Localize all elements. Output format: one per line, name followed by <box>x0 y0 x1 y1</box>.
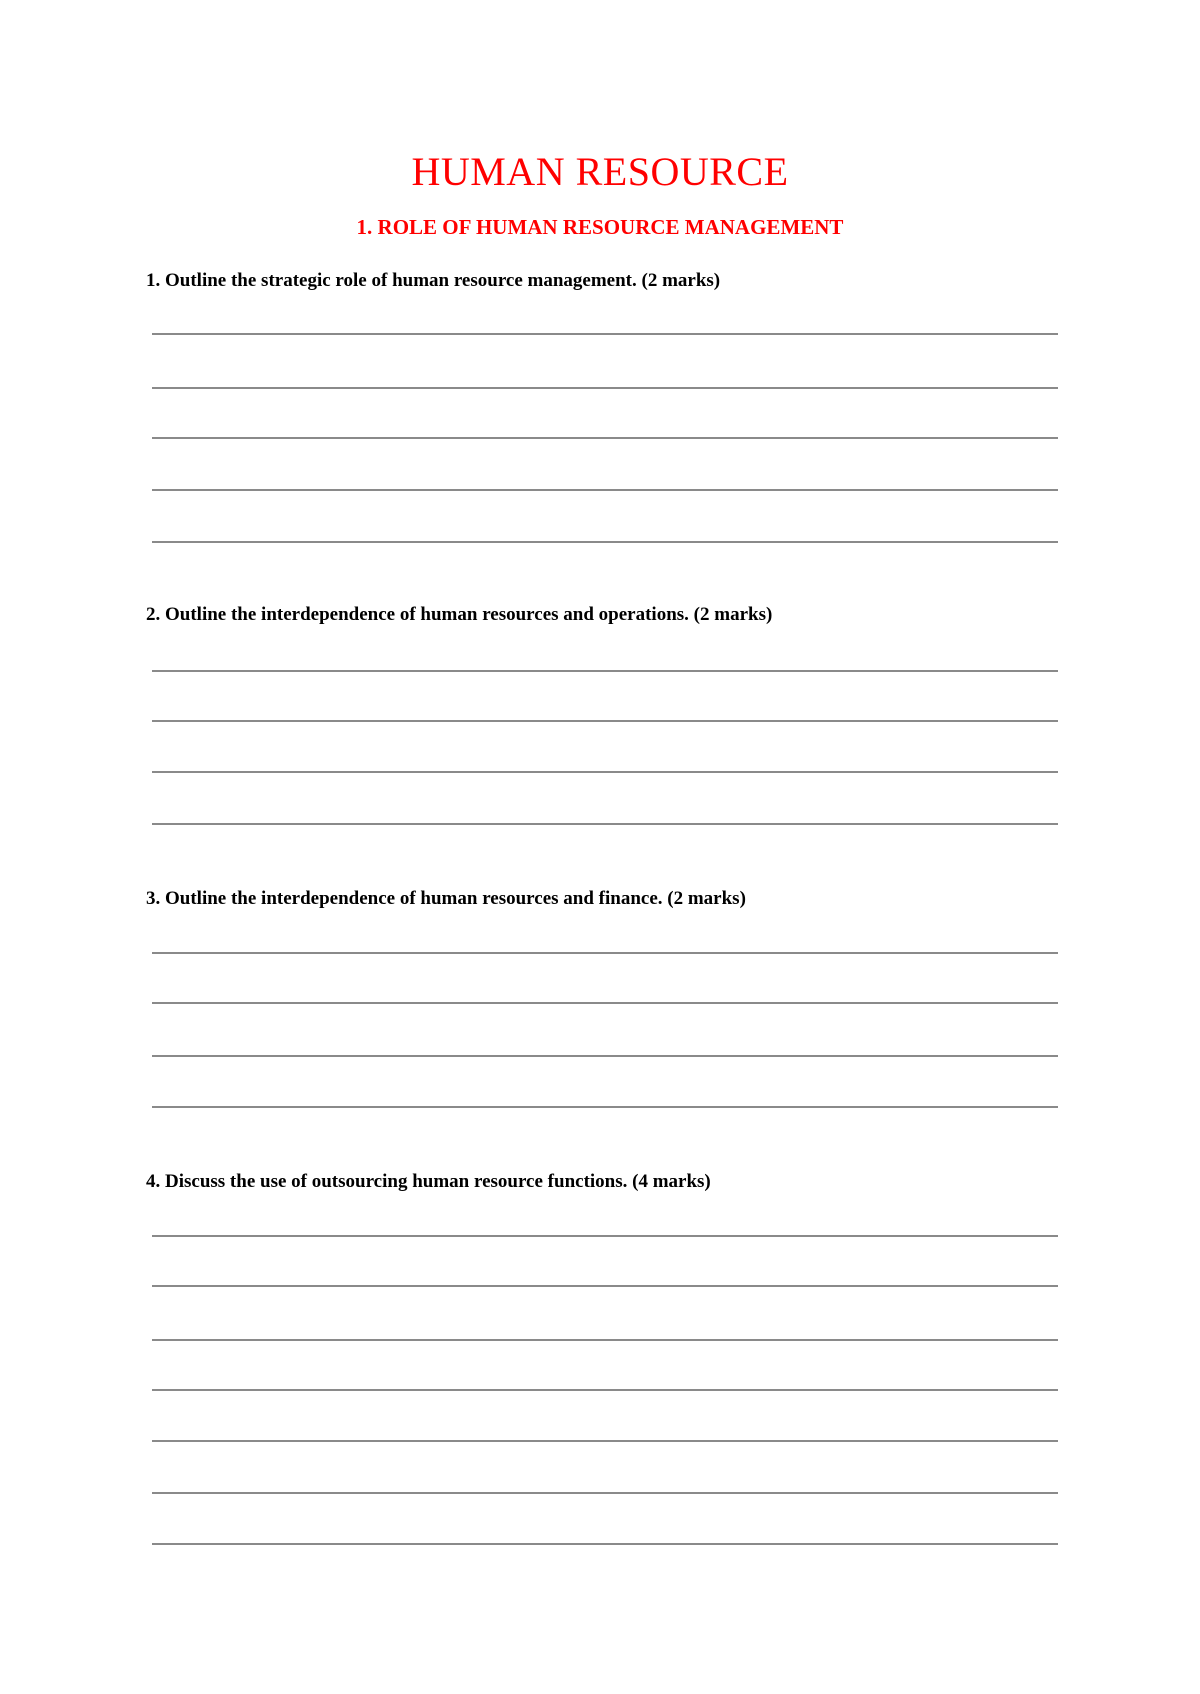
page-title: HUMAN RESOURCE <box>411 149 789 194</box>
answer-line[interactable] <box>152 437 1058 439</box>
answer-line[interactable] <box>152 670 1058 672</box>
question-4: 4. Discuss the use of outsourcing human resource functions. (4 marks) <box>146 1171 711 1192</box>
answer-line[interactable] <box>152 823 1058 825</box>
answer-line[interactable] <box>152 489 1058 491</box>
answer-line[interactable] <box>152 1235 1058 1237</box>
section-heading: 1. ROLE OF HUMAN RESOURCE MANAGEMENT <box>356 215 844 239</box>
answer-line[interactable] <box>152 1440 1058 1442</box>
answer-line[interactable] <box>152 333 1058 335</box>
question-1: 1. Outline the strategic role of human resource management. (2 marks) <box>146 270 721 291</box>
answer-line[interactable] <box>152 541 1058 543</box>
answer-line[interactable] <box>152 1106 1058 1108</box>
answer-line[interactable] <box>152 952 1058 954</box>
answer-line[interactable] <box>152 1002 1058 1004</box>
question-2: 2. Outline the interdependence of human resources and operations. (2 marks) <box>146 604 773 625</box>
answer-line[interactable] <box>152 1339 1058 1341</box>
answer-line[interactable] <box>152 387 1058 389</box>
question-3: 3. Outline the interdependence of human resources and finance. (2 marks) <box>146 888 746 909</box>
answer-line[interactable] <box>152 1285 1058 1287</box>
answer-line[interactable] <box>152 1055 1058 1057</box>
answer-line[interactable] <box>152 1492 1058 1494</box>
answer-line[interactable] <box>152 1389 1058 1391</box>
answer-line[interactable] <box>152 720 1058 722</box>
answer-line[interactable] <box>152 771 1058 773</box>
answer-line[interactable] <box>152 1543 1058 1545</box>
